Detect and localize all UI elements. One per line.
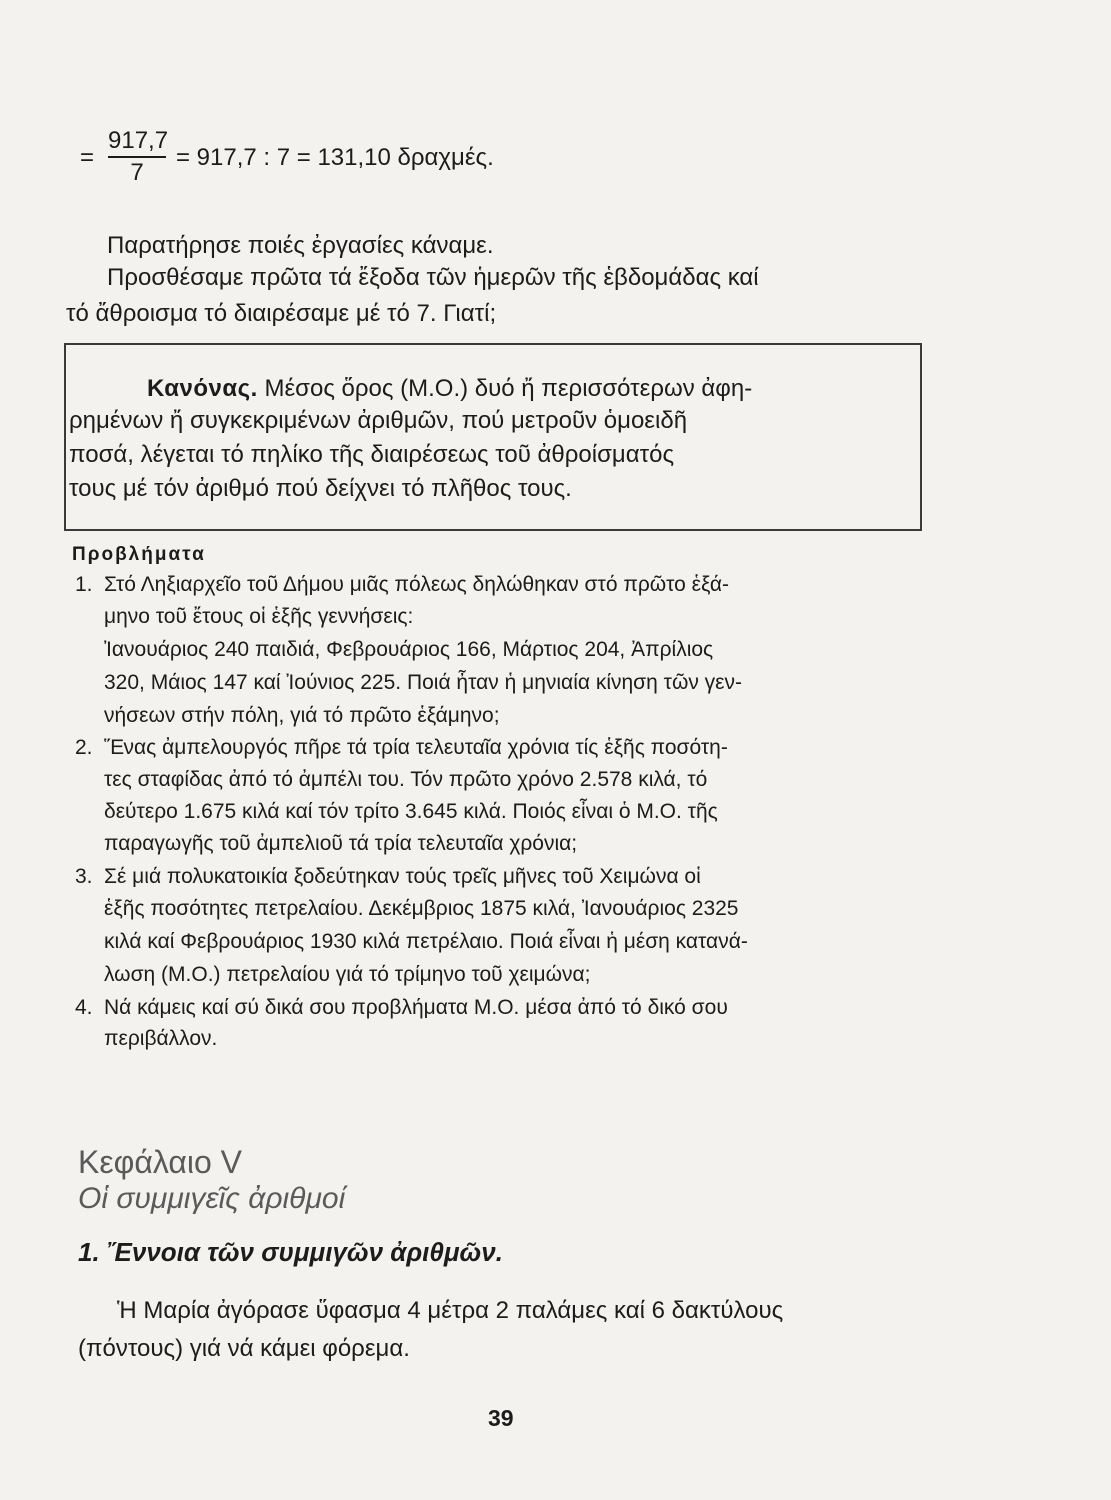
problem-4-line-2: περιβάλλον.: [104, 1027, 218, 1050]
fraction-bar: [108, 156, 166, 158]
formula-denominator: 7: [130, 159, 144, 186]
problem-3-line-2: ἑξῆς ποσότητες πετρελαίου. Δεκέμβριος 1875 κιλά, Ἰανουάριος 2325: [104, 897, 739, 920]
problem-4-number: 4.: [75, 996, 93, 1019]
problem-1-line-2: μηνο τοῦ ἔτους οἱ ἑξῆς γεννήσεις:: [104, 605, 414, 628]
chapter-title: Κεφάλαιο V: [78, 1144, 243, 1180]
problem-4-line-1: Νά κάμεις καί σύ δικά σου προβλήματα Μ.Ο. μέσα ἀπό τό δικό σου: [104, 996, 728, 1019]
problem-1-line-1: Στό Ληξιαρχεῖο τοῦ Δήμου μιᾶς πόλεως δηλώθηκαν στό πρῶτο ἑξά-: [104, 573, 730, 596]
problems-title: Προβλήματα: [72, 544, 206, 565]
problem-1-line-3: Ἰανουάριος 240 παιδιά, Φεβρουάριος 166, Μάρτιος 204, Ἀπρίλιος: [104, 638, 714, 661]
formula-numerator: 917,7: [108, 127, 169, 154]
problem-2-number: 2.: [75, 736, 93, 759]
problem-3-line-1: Σέ μιά πολυκατοικία ξοδεύτηκαν τούς τρεῖς μῆνες τοῦ Χειμώνα οἱ: [104, 865, 701, 888]
average-formula: [80, 128, 640, 198]
intro-line-1: Παρατήρησε ποιές ἐργασίες κάναμε.: [107, 232, 494, 259]
rule-line-2: ρημένων ἤ συγκεκριμένων ἀριθμῶν, πού μετροῦν ὁμοειδῆ: [69, 407, 688, 434]
chapter-body-line-1: Ἡ Μαρία ἀγόρασε ὕφασμα 4 μέτρα 2 παλάμες καί 6 δακτύλους: [117, 1297, 784, 1324]
rule-line-4: τους μέ τόν ἀριθμό πού δείχνει τό πλῆθος τους.: [69, 475, 572, 502]
problem-1-line-5: νήσεων στήν πόλη, γιά τό πρῶτο ἑξάμηνο;: [104, 704, 500, 727]
rule-box: [64, 343, 922, 531]
intro-line-2: Προσθέσαμε πρῶτα τά ἔξοδα τῶν ἡμερῶν τῆς ἑβδομάδας καί: [107, 264, 759, 291]
problem-1-line-4: 320, Μάιος 147 καί Ἰούνιος 225. Ποιά ἦταν ἡ μηνιαία κίνηση τῶν γεν-: [104, 671, 743, 694]
problem-3-line-3: κιλά καί Φεβρουάριος 1930 κιλά πετρέλαιο. Ποιά εἶναι ἡ μέση κατανά-: [104, 930, 748, 953]
rule-line-3: ποσά, λέγεται τό πηλίκο τῆς διαιρέσεως τοῦ ἀθροίσματός: [69, 441, 675, 468]
formula-equals: =: [80, 144, 95, 171]
intro-line-3: τό ἄθροισμα τό διαιρέσαμε μέ τό 7. Γιατί;: [66, 300, 497, 327]
section-heading: 1. Ἔννοια τῶν συμμιγῶν ἀριθμῶν.: [78, 1237, 503, 1267]
rule-line-1: [147, 374, 752, 404]
problem-2-line-2: τες σταφίδας ἀπό τό ἀμπέλι του. Τόν πρῶτο χρόνο 2.578 κιλά, τό: [104, 768, 708, 791]
formula-fraction: [108, 127, 169, 186]
formula-result: = 917,7 : 7 = 131,10 δραχμές.: [176, 144, 494, 171]
chapter-subtitle: Οἱ συμμιγεῖς ἀριθμοί: [78, 1182, 346, 1215]
problem-3-number: 3.: [75, 865, 93, 888]
problem-1-number: 1.: [75, 573, 93, 596]
problem-2-line-1: Ἕνας ἀμπελουργός πῆρε τά τρία τελευταῖα χρόνια τίς ἑξῆς ποσότη-: [104, 736, 728, 759]
rule-title: Κανόνας.: [147, 375, 258, 402]
chapter-body-line-2: (πόντους) γιά νά κάμει φόρεμα.: [78, 1335, 410, 1362]
problem-3-line-4: λωση (Μ.Ο.) πετρελαίου γιά τό τρίμηνο τοῦ χειμώνα;: [104, 963, 591, 986]
problem-2-line-3: δεύτερο 1.675 κιλά καί τόν τρίτο 3.645 κιλά. Ποιός εἶναι ὁ Μ.Ο. τῆς: [104, 800, 718, 823]
rule-line-1-text: Μέσος ὅρος (Μ.Ο.) δυό ἤ περισσότερων ἀφη-: [257, 375, 753, 402]
problem-2-line-4: παραγωγῆς τοῦ ἀμπελιοῦ τά τρία τελευταῖα χρόνια;: [104, 832, 578, 855]
page-number: 39: [488, 1405, 514, 1431]
